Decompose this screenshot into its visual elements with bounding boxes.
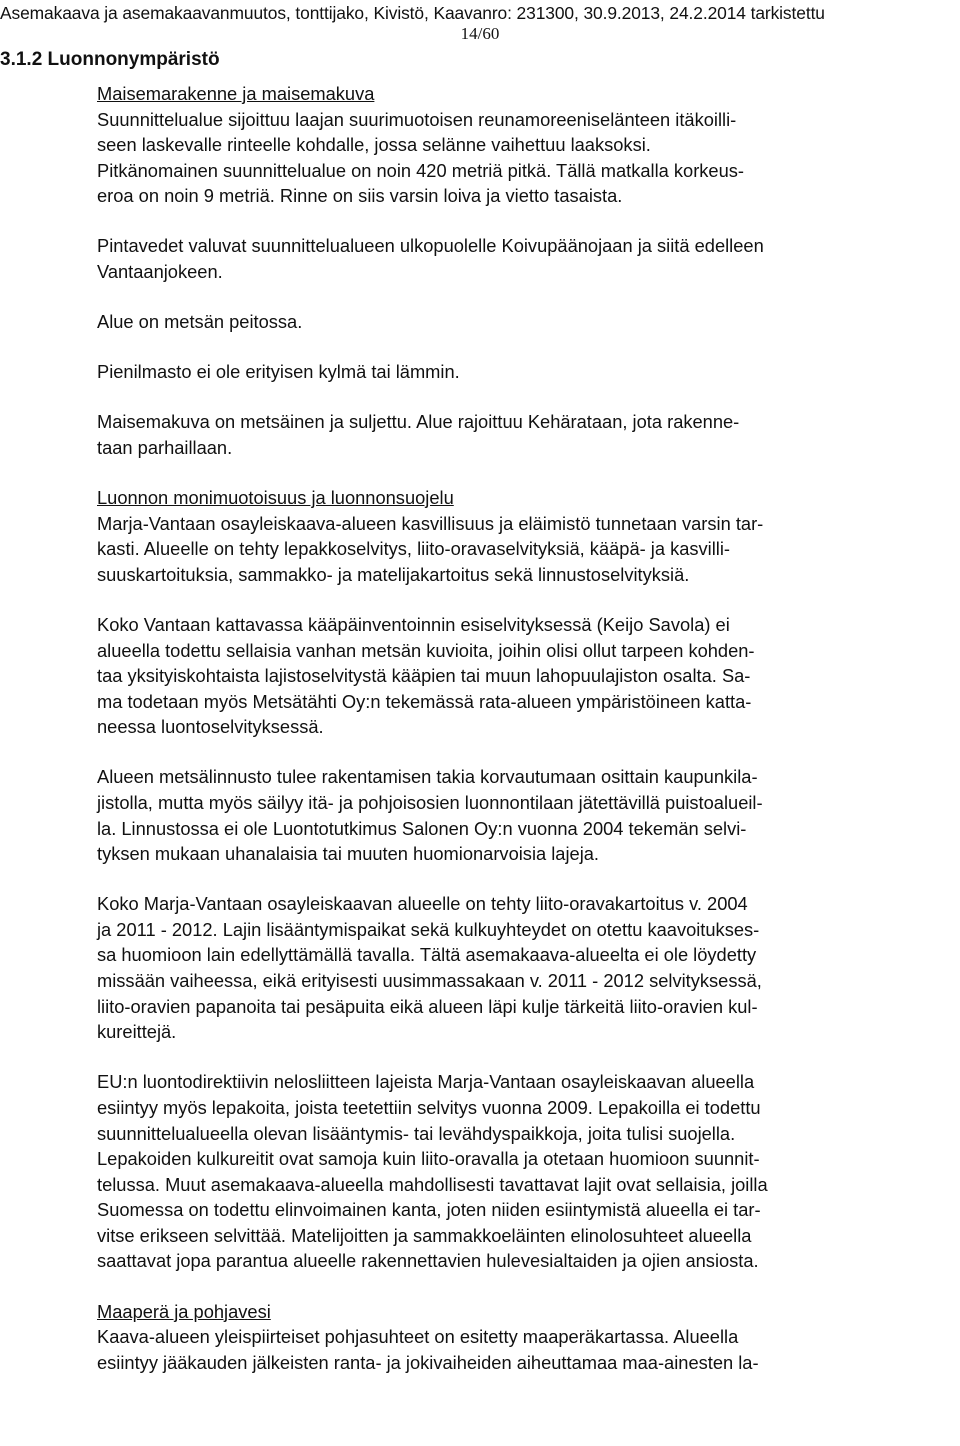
paragraph-lepakot-line: telussa. Muut asemakaava-alueella mahdollisesti tavattavat lajit ovat sellaisia, joilla [97, 1173, 768, 1195]
paragraph-kasvillisuus-line: kasti. Alueelle on tehty lepakkoselvitys, liito-oravaselvityksiä, kääpä- ja kasvilli- [97, 538, 731, 560]
paragraph-lepakot-line: esiintyy myös lepakoita, joista teetettiin selvitys vuonna 2009. Lepakoilla ei todettu [97, 1096, 761, 1118]
paragraph-liito-orava-line: missään vaiheessa, eikä erityisesti uusimmassakaan v. 2011 - 2012 selvityksessä, [97, 970, 762, 992]
document-title: Asemakaava ja asemakaavanmuutos, tonttijako, Kivistö, Kaavanro: 231300, 30.9.2013, 24.2.2014 tarkistettu [0, 3, 825, 23]
paragraph-linnusto-line: tyksen mukaan uhanalaisia tai muuten huomionarvoisia lajeja. [97, 843, 600, 865]
paragraph-linnusto-line: jistolla, mutta myös säilyy itä- ja pohjoisosien luonnontilaan jätettävillä puistoalueil- [97, 791, 763, 813]
paragraph-kasvillisuus-line: suuskartoituksia, sammakko- ja matelijakartoitus sekä linnustoselvityksiä. [97, 563, 690, 585]
paragraph-pintavedet-line: Pintavedet valuvat suunnittelualueen ulkopuolelle Koivupäänojaan ja siitä edelleen [97, 235, 764, 257]
paragraph-sijainti-line: eroa on noin 9 metriä. Rinne on siis varsin loiva ja vietto tasaista. [97, 185, 623, 207]
section-heading: 3.1.2 Luonnonympäristö [0, 49, 220, 70]
paragraph-sijainti-line: Pitkänomainen suunnittelualue on noin 420 metriä pitkä. Tällä matkalla korkeus- [97, 159, 744, 181]
paragraph-lepakot-line: suunnittelualueella olevan lisääntymis- tai levähdyspaikkoja, joita tulisi suojella. [97, 1122, 736, 1144]
subheading-maisemarakenne-line: Maisemarakenne ja maisemakuva [97, 83, 375, 104]
paragraph-kaapainventointi-line: neessa luontoselvityksessä. [97, 716, 324, 738]
paragraph-pintavedet-line: Vantaanjokeen. [97, 261, 223, 283]
paragraph-maisemakuva-line: taan parhaillaan. [97, 436, 233, 458]
paragraph-kaapainventointi-line: Koko Vantaan kattavassa kääpäinventoinnin esiselvityksessä (Keijo Savola) ei [97, 613, 730, 635]
paragraph-sijainti-line: seen laskevalle rinteelle kohdalle, jossa selänne vaihettuu laaksoksi. [97, 134, 651, 156]
paragraph-lepakot-line: saattavat jopa parantua alueelle rakennettavien hulevesialtaiden ja ojien ansiosta. [97, 1250, 759, 1272]
paragraph-pienilmasto-line: Pienilmasto ei ole erityisen kylmä tai lämmin. [97, 361, 460, 383]
paragraph-maapera-line: Kaava-alueen yleispiirteiset pohjasuhteet on esitetty maaperäkartassa. Alueella [97, 1326, 739, 1348]
paragraph-lepakot-line: Lepakoiden kulkureitit ovat samoja kuin liito-oravalla ja otetaan huomioon suunnit- [97, 1148, 760, 1170]
paragraph-lepakot-line: EU:n luontodirektiivin nelosliitteen lajeista Marja-Vantaan osayleiskaavan alueella [97, 1071, 755, 1093]
paragraph-kasvillisuus-line: Marja-Vantaan osayleiskaava-alueen kasvillisuus ja eläimistö tunnetaan varsin tar- [97, 512, 764, 534]
paragraph-lepakot-line: vitse erikseen selvittää. Matelijoitten ja sammakkoeläinten elinolosuhteet alueella [97, 1224, 752, 1246]
document-body [97, 81, 953, 1375]
paragraph-lepakot-line: Suomessa on todettu elinvoimainen kanta, joten niiden esiintymistä alueella ei tar- [97, 1199, 761, 1221]
paragraph-liito-orava-line: ja 2011 - 2012. Lajin lisääntymispaikat sekä kulkuyhteydet on otettu kaavoitukses- [97, 918, 760, 940]
paragraph-maapera-line: esiintyy jääkauden jälkeisten ranta- ja jokivaiheiden aiheuttamaa maa-ainesten la- [97, 1351, 759, 1373]
paragraph-metsa-line: Alue on metsän peitossa. [97, 311, 303, 333]
paragraph-liito-orava-line: kureittejä. [97, 1021, 177, 1043]
subheading-luonnon-monimuotoisuus-line: Luonnon monimuotoisuus ja luonnonsuojelu [97, 487, 454, 509]
paragraph-liito-orava-line: sa huomioon lain edellyttämällä tavalla. Tältä asemakaava-alueelta ei ole löydetty [97, 944, 757, 966]
paragraph-linnusto-line: la. Linnustossa ei ole Luontotutkimus Salonen Oy:n vuonna 2004 tekemän selvi- [97, 817, 747, 839]
paragraph-kaapainventointi-line: ma todetaan myös Metsätähti Oy:n tekemässä rata-alueen ympäristöineen katta- [97, 690, 752, 712]
subheading-maapera-line: Maaperä ja pohjavesi [97, 1300, 271, 1322]
paragraph-kaapainventointi-line: taa yksityiskohtaista lajistoselvitystä kääpien tai muun lahopuulajiston osalta. Sa- [97, 665, 751, 687]
running-header [0, 0, 960, 44]
paragraph-sijainti-line: Suunnittelualue sijoittuu laajan suurimuotoisen reunamoreeniselänteen itäkoilli- [97, 108, 737, 130]
page-number: 14/60 [460, 24, 500, 43]
paragraph-liito-orava-line: liito-oravien papanoita tai pesäpuita eikä alueen läpi kulje tärkeitä liito-oravien kul- [97, 995, 758, 1017]
paragraph-maisemakuva-line: Maisemakuva on metsäinen ja suljettu. Alue rajoittuu Kehärataan, jota rakenne- [97, 411, 740, 433]
paragraph-linnusto-line: Alueen metsälinnusto tulee rakentamisen takia korvautumaan osittain kaupunkila- [97, 766, 758, 788]
paragraph-kaapainventointi-line: alueella todettu sellaisia vanhan metsän kuvioita, joihin olisi ollut tarpeen kohden- [97, 639, 755, 661]
paragraph-liito-orava-line: Koko Marja-Vantaan osayleiskaavan alueelle on tehty liito-oravakartoitus v. 2004 [97, 893, 748, 915]
